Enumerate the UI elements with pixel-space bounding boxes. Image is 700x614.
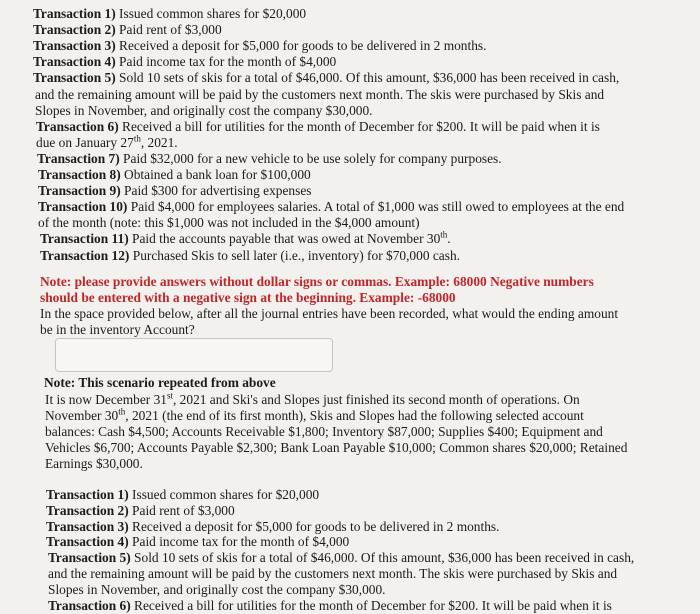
transaction-line	[38, 199, 624, 215]
transaction-label: Transaction 8)	[38, 167, 121, 182]
transaction-line	[48, 598, 612, 614]
transaction-text: Paid rent of $3,000	[128, 502, 235, 518]
scenario-text-after: , 2021 (the end of its first month), Skis and Slopes had the following selected account	[125, 408, 584, 423]
transaction-text: Paid the accounts payable that was owed at November 30	[128, 231, 441, 247]
transaction-text: and the remaining amount will be paid by the customers next month. The skis were purchased by Skis and	[35, 86, 605, 102]
transaction-line	[33, 70, 619, 86]
transaction-line	[46, 503, 235, 519]
transaction-label: Transaction 5)	[33, 70, 116, 86]
answer-format-note: should be entered with a negative sign at the beginning. Example: -68000	[40, 290, 456, 305]
superscript: th	[440, 229, 448, 240]
transaction-label: Transaction 2)	[46, 502, 129, 518]
scenario-text	[45, 408, 584, 424]
transaction-line	[46, 534, 349, 550]
transaction-line	[38, 183, 311, 199]
transaction-line	[33, 6, 306, 22]
transaction-line	[40, 248, 460, 264]
transaction-label: Transaction 11)	[40, 231, 129, 247]
transaction-line	[38, 167, 311, 183]
transaction-label: Transaction 9)	[38, 183, 121, 199]
transaction-label: Transaction 3)	[33, 38, 116, 54]
scenario-text-part: It is now December 31	[45, 392, 167, 407]
transaction-text: Sold 10 sets of skis for a total of $46,000. Of this amount, $36,000 has been received in cash,	[130, 550, 635, 566]
transaction-line	[48, 550, 634, 566]
transaction-text: Slopes in November, and originally cost the company $30,000.	[35, 102, 373, 118]
scenario-note: Note: This scenario repeated from above	[44, 375, 276, 390]
transaction-label: Transaction 3)	[46, 518, 129, 534]
transaction-text: Received a deposit for $5,000 for goods to be delivered in 2 months.	[115, 38, 487, 54]
transaction-line	[35, 87, 604, 103]
transaction-label: Transaction 1)	[33, 6, 116, 21]
transaction-line	[48, 566, 617, 582]
transaction-text: due on January 27	[36, 134, 134, 150]
transaction-text: Paid $300 for advertising expenses	[120, 183, 312, 199]
scenario-text-part: Vehicles $6,700; Accounts Payable $2,300; Bank Loan Payable $10,000; Common shares $20,000; Retained	[45, 440, 628, 455]
superscript: st	[166, 390, 173, 401]
transaction-line	[46, 519, 499, 535]
transaction-line	[33, 22, 222, 38]
inventory-answer-input[interactable]	[55, 338, 333, 372]
transaction-line	[40, 231, 451, 247]
transaction-text: and the remaining amount will be paid by the customers next month. The skis were purchased by Skis and	[48, 566, 618, 581]
question-text: be in the inventory Account?	[40, 322, 195, 337]
scenario-text-after: , 2021 and Ski's and Slopes just finished its second month of operations. On	[172, 392, 580, 407]
transaction-text: Received a deposit for $5,000 for goods to be delivered in 2 months.	[128, 518, 500, 534]
transaction-text: Paid $4,000 for employees salaries. A total of $1,000 was still owed to employees at the end	[127, 199, 625, 215]
transaction-text: of the month (note: this $1,000 was not included in the $4,000 amount)	[38, 215, 420, 231]
transaction-text: Sold 10 sets of skis for a total of $46,000. Of this amount, $36,000 has been received in cash,	[115, 70, 620, 86]
transaction-text: Issued common shares for $20,000	[128, 487, 320, 502]
transaction-text: Paid rent of $3,000	[115, 22, 222, 38]
transaction-text: Received a bill for utilities for the month of December for $200. It will be paid when it is	[118, 118, 600, 134]
question-text: In the space provided below, after all the journal entries have been recorded, what would the ending amount	[40, 306, 619, 321]
transaction-line	[46, 487, 319, 503]
transaction-line	[38, 215, 420, 231]
transaction-text: Received a bill for utilities for the month of December for $200. It will be paid when it is	[130, 597, 612, 613]
transaction-label: Transaction 7)	[37, 150, 120, 166]
transaction-line	[33, 54, 336, 70]
scenario-text	[45, 424, 603, 440]
transaction-line	[48, 582, 386, 598]
transaction-label: Transaction 6)	[36, 118, 119, 134]
transaction-line	[37, 151, 502, 167]
transaction-label: Transaction 4)	[33, 54, 116, 70]
scenario-text-part: Earnings $30,000.	[45, 456, 143, 471]
transaction-text-after: , 2021.	[140, 134, 178, 150]
transaction-text: Obtained a bank loan for $100,000	[120, 167, 311, 182]
scenario-text	[45, 440, 627, 456]
transaction-label: Transaction 2)	[33, 22, 116, 38]
scenario-text-part: balances: Cash $4,500; Accounts Receivable $1,800; Inventory $87,000; Supplies $400; Equipment and	[45, 424, 603, 439]
transaction-label: Transaction 12)	[40, 247, 130, 263]
transaction-label: Transaction 4)	[46, 534, 129, 550]
superscript: th	[133, 133, 141, 144]
scenario-text-part: November 30	[45, 408, 119, 423]
transaction-line	[36, 119, 600, 135]
answer-format-note: Note: please provide answers without dollar signs or commas. Example: 68000 Negative numbers	[40, 274, 594, 289]
transaction-label: Transaction 5)	[48, 550, 131, 566]
transaction-text: Issued common shares for $20,000	[115, 6, 307, 21]
transaction-text: Slopes in November, and originally cost the company $30,000.	[48, 581, 386, 597]
transaction-line	[36, 135, 178, 151]
transaction-line	[35, 103, 373, 119]
transaction-label: Transaction 6)	[48, 597, 131, 613]
transaction-line	[33, 38, 486, 54]
transaction-text-after: .	[447, 231, 451, 247]
scenario-text	[45, 456, 143, 472]
transaction-label: Transaction 10)	[38, 199, 128, 215]
transaction-text: Paid income tax for the month of $4,000	[128, 534, 350, 550]
transaction-text: Paid income tax for the month of $4,000	[115, 54, 337, 70]
transaction-label: Transaction 1)	[46, 487, 129, 502]
superscript: th	[118, 406, 126, 417]
transaction-text: Purchased Skis to sell later (i.e., inventory) for $70,000 cash.	[129, 247, 461, 263]
transaction-text: Paid $32,000 for a new vehicle to be use solely for company purposes.	[119, 150, 502, 166]
